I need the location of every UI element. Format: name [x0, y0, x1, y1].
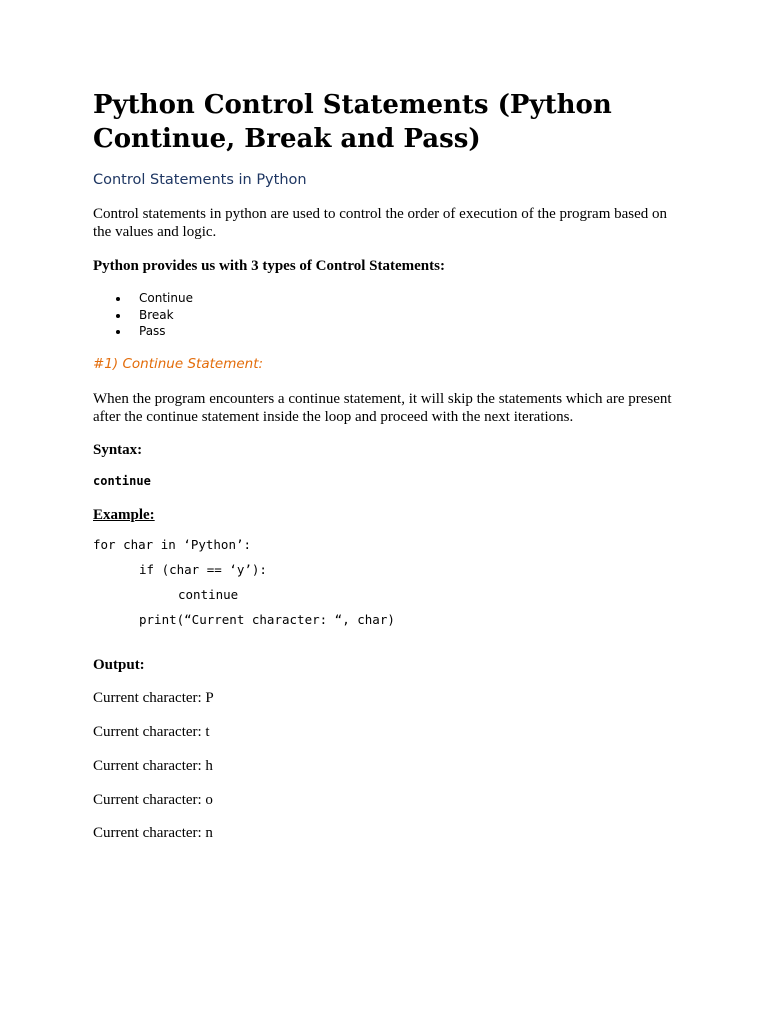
continue-description: When the program encounters a continue statement, it will skip the statements which are present after the continue statement inside the loop and proceed with the next iterations.	[93, 391, 672, 425]
control-types-list	[93, 290, 193, 340]
output-line: Current character: n	[93, 825, 213, 841]
output-line: Current character: P	[93, 690, 214, 706]
output-label: Output:	[93, 657, 145, 673]
code-line: for char in ‘Python’:	[93, 537, 252, 552]
syntax-code: continue	[93, 474, 151, 488]
document-title: Python Control Statements (Python Continue, Break and Pass)	[93, 90, 612, 154]
list-item: Pass	[93, 323, 193, 340]
output-line: Current character: o	[93, 792, 213, 808]
list-item: Continue	[93, 290, 193, 307]
section-subtitle: Control Statements in Python	[93, 172, 307, 188]
document-page	[93, 0, 683, 1024]
syntax-label: Syntax:	[93, 442, 143, 458]
code-line: if (char == ‘y’):	[139, 562, 267, 577]
list-item: Break	[93, 307, 193, 324]
types-intro: Python provides us with 3 types of Control Statements:	[93, 258, 445, 274]
continue-heading: #1) Continue Statement:	[93, 356, 264, 372]
example-label: Example:	[93, 507, 155, 523]
code-line: print(“Current character: “, char)	[139, 612, 395, 627]
intro-paragraph: Control statements in python are used to control the order of execution of the program based on the values and logic.	[93, 206, 668, 240]
output-line: Current character: h	[93, 758, 213, 774]
output-line: Current character: t	[93, 724, 210, 740]
code-line: continue	[178, 587, 239, 602]
